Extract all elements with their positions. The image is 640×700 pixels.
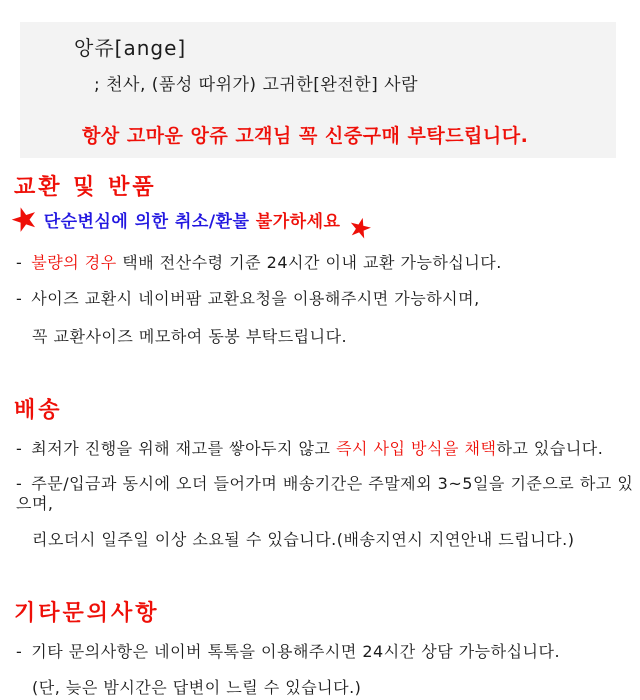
stock-policy-highlight: 즉시 사입 방식을 채택	[336, 439, 497, 458]
stock-policy-post: 하고 있습니다.	[496, 439, 604, 458]
brand-title: 앙쥬[ange]	[74, 36, 187, 60]
section-title-shipping: 배송	[14, 398, 63, 423]
bullet-continuation: 리오더시 일주일 이상 소요될 수 있습니다.(배송지연시 지연안내 드립니다.)	[32, 530, 575, 549]
bullet-line	[16, 289, 640, 309]
section-exchange-return	[4, 170, 640, 347]
cancel-refund-warning	[44, 207, 341, 232]
warning-text-blue: 단순변심에 의한 취소/환불	[43, 211, 256, 232]
bullet-dash: -	[16, 439, 23, 458]
bullet-line	[16, 642, 640, 662]
bullet-line	[16, 439, 640, 459]
star-icon: ★	[4, 196, 44, 242]
bullet-continuation: 꼭 교환사이즈 메모하여 동봉 부탁드립니다.	[32, 327, 348, 346]
defect-case-highlight: 불량의 경우	[31, 253, 117, 272]
bullet-dash: -	[16, 253, 23, 272]
bullet-line	[16, 474, 640, 514]
defect-case-text: 택배 전산수령 기준 24시간 이내 교환 가능하십니다.	[116, 253, 502, 272]
brand-info-box	[20, 22, 616, 158]
shipping-period-text: 주문/입금과 동시에 오더 들어가며 배송기간은 주말제외 3~5일을 기준으로 하고 있으며,	[16, 474, 634, 513]
brand-definition: ; 천사, (품성 따위가) 고귀한[완전한] 사람	[94, 75, 419, 95]
purchase-notice: 항상 고마운 앙쥬 고객님 꼭 신중구매 부탁드립니다.	[82, 125, 529, 147]
stock-policy-pre: 최저가 진행을 위해 재고를 쌓아두지 않고	[31, 439, 337, 458]
bullet-dash: -	[16, 642, 23, 661]
section-title-inquiry: 기타문의사항	[14, 601, 160, 626]
section-title-exchange: 교환 및 반품	[14, 175, 157, 200]
section-shipping	[14, 393, 640, 550]
size-exchange-text: 사이즈 교환시 네이버팜 교환요청을 이용해주시면 가능하시며,	[31, 289, 480, 308]
section-inquiry	[14, 596, 640, 698]
bullet-line	[16, 253, 640, 273]
star-icon: ★	[345, 210, 377, 246]
bullet-dash: -	[16, 289, 23, 308]
bullet-continuation: (단, 늦은 밤시간은 답변이 느릴 수 있습니다.)	[32, 678, 362, 697]
warning-text-red: 불가하세요	[255, 211, 341, 232]
bullet-dash: -	[16, 474, 23, 493]
inquiry-channel-text: 기타 문의사항은 네이버 톡톡을 이용해주시면 24시간 상담 가능하십니다.	[31, 642, 561, 661]
cancel-refund-warning-line	[4, 196, 640, 246]
